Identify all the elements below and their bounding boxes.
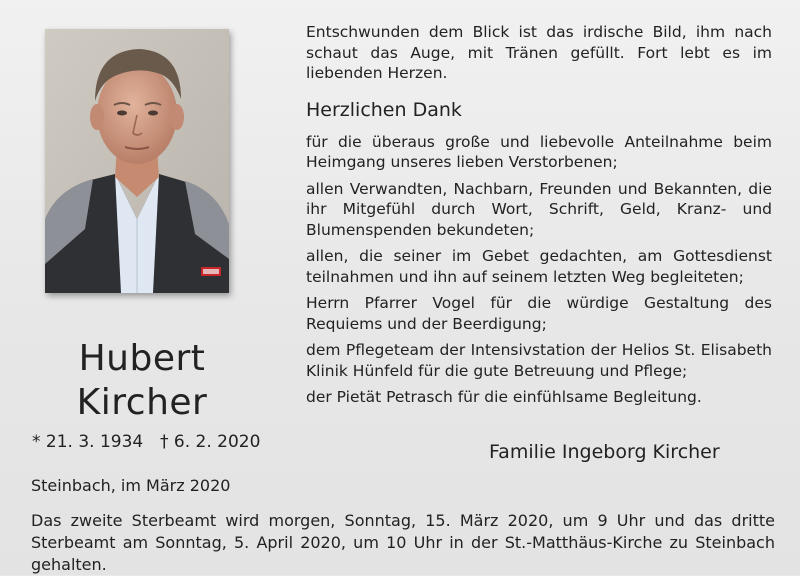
death-date: † 6. 2. 2020 bbox=[160, 432, 261, 452]
portrait-photo bbox=[45, 29, 229, 293]
thanks-item: allen, die seiner im Gebet gedachten, am Gottesdienst teilnahmen und ihn auf seinem letzten Weg begleiteten; bbox=[306, 247, 772, 286]
service-announcement: Das zweite Sterbeamt wird morgen, Sonntag, 15. März 2020, um 9 Uhr und das dritte Sterbeamt am Sonntag, 5. April 2020, um 10 Uhr in der St.-Matthäus-Kirche zu Steinbach gehalten. bbox=[31, 511, 775, 574]
deceased-name bbox=[40, 337, 244, 425]
thanks-text-column bbox=[306, 22, 772, 414]
thanks-item: für die überaus große und liebevolle Anteilnahme beim Heimgang unseres lieben Verstorbenen; bbox=[306, 132, 772, 171]
thanks-item: allen Verwandten, Nachbarn, Freunden und Bekannten, die ihr Mitgefühl durch Wort, Schrift, Geld, Kranz- und Blumenspenden bekundeten; bbox=[306, 179, 772, 239]
place-and-date: Steinbach, im März 2020 bbox=[31, 476, 231, 495]
family-signature: Familie Ingeborg Kircher bbox=[489, 441, 720, 463]
thanks-item: der Pietät Petrasch für die einfühlsame Begleitung. bbox=[306, 388, 702, 406]
memorial-motto: Entschwunden dem Blick ist das irdische Bild, ihm nach schaut das Auge, mit Tränen gefüllt. Fort lebt es im liebenden Herzen. bbox=[306, 23, 772, 82]
thanks-heading: Herzlichen Dank bbox=[306, 98, 462, 121]
last-name: Kircher bbox=[76, 382, 208, 423]
first-name: Hubert bbox=[78, 338, 206, 379]
thanks-list bbox=[306, 132, 772, 408]
thanks-item: dem Pflegeteam der Intensivstation der Helios St. Elisabeth Klinik Hünfeld für die gute Betreuung und Pflege; bbox=[306, 341, 772, 380]
birth-date: * 21. 3. 1934 bbox=[32, 432, 144, 452]
thanks-item: Herrn Pfarrer Vogel für die würdige Gestaltung des Requiems und der Beerdigung; bbox=[306, 294, 772, 333]
